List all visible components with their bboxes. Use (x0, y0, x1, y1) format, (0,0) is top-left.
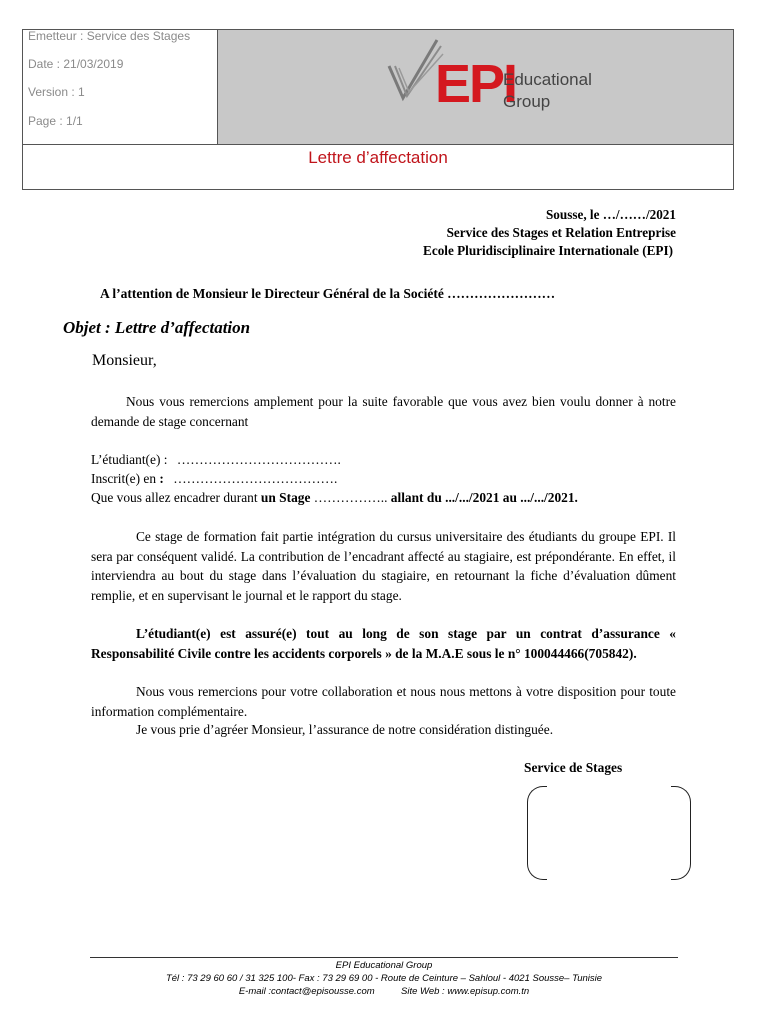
encadrer-dots: …………….. (313, 490, 388, 505)
epi-logo (385, 36, 592, 126)
header-date: Date : 21/03/2019 (28, 57, 124, 71)
header-divider (22, 144, 734, 145)
intro-paragraph: Nous vous remercions amplement pour la suite favorable que vous avez bien voulu donner à notre demande de stage concernant (91, 394, 676, 429)
encadrer-stage: un Stage (260, 490, 311, 505)
stage-paragraph: Ce stage de formation fait partie intégration du cursus universitaire des étudiants du groupe EPI. Il sera par conséquent validé. La contribution de l’encadrant affecté au stagiaire, est prépondérante. En effet, il interviendra au bout du stage dans l’évaluation du stagiaire, en retournant la fiche d’évaluation dûment remplie, et en supervisant le journal et le rapport du stage. (91, 529, 676, 603)
footer-web: E-mail :contact@episousse.com Site Web : www.episup.com.tn (238, 986, 530, 997)
header-version: Version : 1 (28, 85, 85, 99)
field-encadrement (91, 490, 578, 506)
signature-box-right (671, 786, 691, 880)
signature-label: Service de Stages (524, 760, 623, 775)
subject-line: Objet : Lettre d’affectation (63, 318, 251, 337)
etudiant-dots: ………………………………. (176, 452, 341, 467)
header-page: Page : 1/1 (28, 114, 83, 128)
footer-divider (90, 957, 678, 958)
inscrit-dots: ………………………………. (173, 471, 338, 486)
attention-line: A l’attention de Monsieur le Directeur Général de la Société …………………… (100, 286, 556, 301)
insurance-paragraph: L’étudiant(e) est assuré(e) tout au long de son stage par un contrat d’assurance « Responsabilité Civile contre les accidents corporels » de la M.A.E sous le n° 100044466(705842). (91, 626, 676, 661)
signature-box-left (527, 786, 547, 880)
logo-educational: Educational (503, 70, 592, 89)
footer-org: EPI Educational Group (335, 960, 433, 971)
header-vertical-divider (217, 29, 218, 145)
inscrit-label: Inscrit(e) en (91, 471, 157, 486)
header-emetteur: Emetteur : Service des Stages (28, 29, 191, 43)
document-title: Lettre d’affectation (308, 148, 448, 167)
inscrit-colon: : (159, 471, 164, 486)
place-date: Sousse, le …/……/2021 (545, 207, 676, 222)
footer-contact: Tél : 73 29 60 60 / 31 325 100- Fax : 73 29 69 00 - Route de Ceinture – Sahloul - 4021 Sousse– Tunisie (165, 973, 603, 984)
field-etudiant (91, 452, 341, 468)
sender-block (423, 206, 676, 260)
logo-epi: EPI (435, 54, 517, 114)
salutation: Monsieur, (92, 352, 157, 369)
sender-service: Service des Stages et Relation Entreprise (446, 225, 676, 240)
etudiant-label: L’étudiant(e) : (91, 452, 168, 467)
logo-group: Group (503, 92, 551, 111)
encadrer-text: Que vous allez encadrer durant (91, 490, 258, 505)
closing-formula: Je vous prie d’agréer Monsieur, l’assurance de notre considération distinguée. (136, 722, 554, 737)
sender-school: Ecole Pluridisciplinaire Internationale (EPI) (423, 243, 673, 258)
thanks-paragraph: Nous vous remercions pour votre collaboration et nous nous mettons à votre disposition pour toute information complémentaire. (91, 684, 676, 719)
field-inscrit (91, 471, 337, 487)
encadrer-period: allant du .../.../2021 au .../.../2021. (390, 490, 578, 505)
